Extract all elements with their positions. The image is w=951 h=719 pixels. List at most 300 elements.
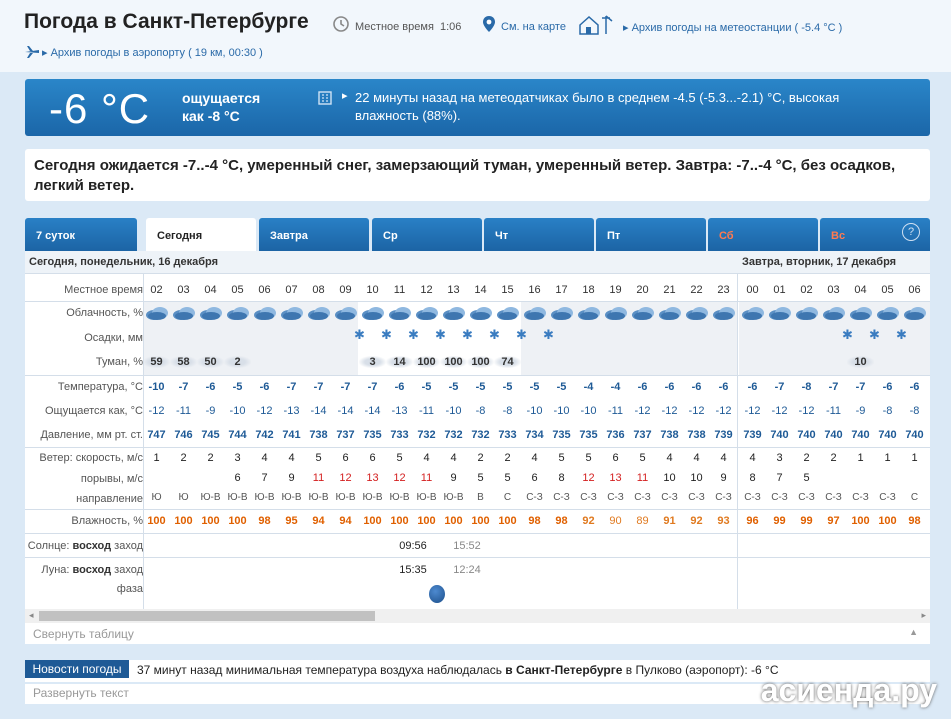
collapse-table-label: Свернуть таблицу (33, 627, 134, 641)
cloud-icon (305, 305, 332, 324)
cell-humidity: 100 (417, 515, 436, 527)
cell-direction: Ю-В (281, 492, 302, 503)
cell-temp: -10 (148, 381, 165, 393)
collapse-arrow-icon: ▲ (909, 627, 918, 637)
cell-feels: -8 (475, 405, 486, 417)
tab-3[interactable] (259, 218, 369, 251)
cloud-icon (467, 305, 494, 324)
cell-wind: 4 (450, 452, 457, 464)
cloud-icon (332, 305, 359, 324)
station-archive-text: Архив погоды на метеостанции ( -5.4 °C ) (631, 22, 843, 34)
tab-2[interactable] (146, 218, 256, 251)
cell-pressure: 738 (309, 429, 328, 441)
cell-humidity: 99 (773, 515, 786, 527)
row-label-precip: Осадки, мм (84, 331, 143, 344)
cell-hour: 03 (177, 284, 190, 296)
cell-feels: -8 (502, 405, 513, 417)
cell-direction: С-З (852, 492, 869, 503)
cell-gust: 9 (288, 472, 295, 484)
tab-label: Чт (495, 230, 509, 242)
weather-station-icon (578, 13, 620, 35)
cell-temp: -5 (475, 381, 486, 393)
cell-gust: 6 (234, 472, 241, 484)
cell-humidity: 95 (285, 515, 298, 527)
cloud-icon (739, 305, 766, 324)
row-label-temp: Температура, °C (57, 380, 143, 393)
current-temperature: -6 °C (49, 85, 151, 132)
cell-hour: 06 (258, 284, 271, 296)
row-label-sun-part: заход (114, 540, 143, 552)
cell-wind: 1 (884, 452, 891, 464)
cloud-icon (386, 305, 413, 324)
cloud-icon (820, 305, 847, 324)
cell-pressure: 746 (174, 429, 193, 441)
tab-label: Вс (831, 230, 846, 242)
cell-direction: С-З (688, 492, 705, 503)
cell-gust: 12 (393, 472, 406, 484)
clock-icon (333, 16, 349, 32)
tab-label: Ср (383, 230, 398, 242)
cell-temp: -5 (556, 381, 567, 393)
cell-hour: 20 (636, 284, 649, 296)
news-label[interactable]: Новости погоды (25, 660, 129, 678)
arrow-icon: ▸ (342, 90, 348, 102)
cell-humidity: 94 (312, 515, 325, 527)
row-label-moon-part: восход (72, 564, 115, 576)
cell-pressure: 736 (606, 429, 625, 441)
row-divider (25, 375, 930, 376)
cell-feels: -12 (634, 405, 651, 417)
cell-temp: -7 (340, 381, 351, 393)
local-time-label: Местное время (355, 21, 434, 33)
cell-temp: -6 (909, 381, 920, 393)
cell-hour: 02 (150, 284, 163, 296)
news-city[interactable]: в Санкт-Петербурге (505, 663, 623, 677)
cell-wind: 4 (288, 452, 295, 464)
cell-fog: 50 (197, 356, 224, 368)
row-label-moon-part: Луна: (41, 564, 73, 576)
cloud-icon (224, 305, 251, 324)
cell-humidity: 98 (908, 515, 921, 527)
cell-feels: -11 (825, 405, 842, 417)
cell-feels: -9 (205, 405, 216, 417)
cell-pressure: 739 (714, 429, 733, 441)
cell-direction: Ю-В (227, 492, 248, 503)
tab-4[interactable] (372, 218, 482, 251)
cell-wind: 2 (504, 452, 511, 464)
cell-wind: 4 (423, 452, 430, 464)
row-label-moon (25, 564, 143, 576)
current-conditions-bar (25, 79, 930, 136)
cell-wind: 4 (720, 452, 727, 464)
column-divider (737, 273, 738, 609)
scroll-right-icon[interactable]: ▸ (921, 610, 926, 620)
cell-wind: 2 (830, 452, 837, 464)
cell-temp: -5 (232, 381, 243, 393)
cell-wind: 6 (612, 452, 619, 464)
cell-direction: С-З (526, 492, 543, 503)
cloud-icon (251, 305, 278, 324)
station-archive-link[interactable]: ▸ Архив погоды на метеостанции ( -5.4 °C ) (623, 22, 843, 34)
cell-pressure: 732 (444, 429, 463, 441)
cell-hour: 07 (285, 284, 298, 296)
snowflake-icon: ✱ (869, 327, 880, 342)
sunset-time: 15:52 (453, 540, 481, 552)
cell-feels: -10 (553, 405, 570, 417)
row-label-clouds: Облачность, % (66, 307, 143, 319)
snowflake-icon: ✱ (489, 327, 500, 342)
cell-humidity: 100 (147, 515, 166, 527)
cell-fog: 14 (386, 356, 413, 368)
cell-temp: -7 (313, 381, 324, 393)
snowflake-icon: ✱ (408, 327, 419, 342)
cell-fog: 10 (847, 356, 874, 368)
cell-feels: -11 (607, 405, 624, 417)
cell-temp: -6 (259, 381, 270, 393)
row-label-phase-part: фаза (116, 583, 143, 595)
cell-temp: -5 (502, 381, 513, 393)
map-link[interactable]: См. на карте (501, 21, 566, 33)
cell-pressure: 737 (633, 429, 652, 441)
cell-wind: 2 (180, 452, 187, 464)
cell-feels: -12 (744, 405, 761, 417)
snowflake-icon: ✱ (516, 327, 527, 342)
row-label-humidity: Влажность, % (71, 514, 143, 527)
cloud-icon (548, 305, 575, 324)
cell-hour: 17 (555, 284, 568, 296)
cell-temp: -6 (882, 381, 893, 393)
cell-feels: -12 (798, 405, 815, 417)
cell-humidity: 99 (800, 515, 813, 527)
row-label-wind_speed: Ветер: скорость, м/с (39, 451, 143, 464)
expand-text-label: Развернуть текст (33, 686, 129, 700)
cell-pressure: 738 (660, 429, 679, 441)
row-divider (25, 533, 930, 534)
news-text (137, 663, 779, 677)
cloud-icon (278, 305, 305, 324)
cell-feels: -12 (661, 405, 678, 417)
cell-humidity: 92 (582, 515, 595, 527)
row-label-moon-part: заход (114, 564, 143, 576)
cell-temp: -7 (286, 381, 297, 393)
cell-direction: С-З (825, 492, 842, 503)
cell-pressure: 733 (390, 429, 409, 441)
tab-7[interactable] (708, 218, 818, 251)
cell-pressure: 733 (498, 429, 517, 441)
row-divider (25, 447, 930, 448)
cell-direction: Ю-В (254, 492, 275, 503)
cell-humidity: 98 (555, 515, 568, 527)
page-title: Погода в Санкт-Петербурге (24, 10, 309, 33)
cell-temp: -7 (855, 381, 866, 393)
cell-hour: 04 (854, 284, 867, 296)
cell-temp: -6 (205, 381, 216, 393)
row-label-sun-part: восход (72, 540, 115, 552)
cell-direction: Ю-В (200, 492, 221, 503)
cell-feels: -13 (391, 405, 408, 417)
cloud-icon (901, 305, 928, 324)
cell-gust: 11 (420, 472, 433, 484)
cell-wind: 4 (749, 452, 756, 464)
tab-label: 7 суток (36, 230, 76, 242)
row-divider (25, 557, 930, 558)
cell-temp: -6 (747, 381, 758, 393)
cell-pressure: 745 (201, 429, 220, 441)
cell-pressure: 732 (417, 429, 436, 441)
cell-humidity: 89 (636, 515, 649, 527)
cell-hour: 11 (393, 284, 406, 296)
cell-hour: 05 (881, 284, 894, 296)
row-label-pressure: Давление, мм рт. ст. (40, 428, 143, 441)
cell-humidity: 98 (258, 515, 271, 527)
cell-fog: 58 (170, 356, 197, 368)
cell-humidity: 100 (498, 515, 517, 527)
cell-hour: 10 (366, 284, 379, 296)
cloud-icon (766, 305, 793, 324)
row-divider (25, 509, 930, 510)
horizontal-scrollbar[interactable] (25, 609, 930, 623)
snowflake-icon: ✱ (896, 327, 907, 342)
cell-direction: С (910, 492, 919, 503)
cell-feels: -12 (688, 405, 705, 417)
cell-humidity: 100 (444, 515, 463, 527)
cell-temp: -6 (394, 381, 405, 393)
cell-direction: С-З (661, 492, 678, 503)
cell-direction: С-З (553, 492, 570, 503)
cell-wind: 5 (585, 452, 592, 464)
cell-temp: -5 (421, 381, 432, 393)
watermark: асиенда.ру (760, 672, 937, 708)
cloud-icon (143, 305, 170, 324)
cell-temp: -5 (529, 381, 540, 393)
cell-hour: 04 (204, 284, 217, 296)
moonrise-time: 15:35 (399, 564, 427, 576)
cell-wind: 1 (911, 452, 918, 464)
cell-wind: 4 (666, 452, 673, 464)
tab-5[interactable] (484, 218, 594, 251)
cell-direction: С-З (715, 492, 732, 503)
cell-feels: -8 (909, 405, 920, 417)
cloud-icon (413, 305, 440, 324)
snowflake-icon: ✱ (842, 327, 853, 342)
cell-feels: -8 (882, 405, 893, 417)
cell-wind: 5 (315, 452, 322, 464)
cell-direction: С-З (771, 492, 788, 503)
cloud-icon (521, 305, 548, 324)
cell-hour: 15 (501, 284, 514, 296)
cell-direction: С-З (634, 492, 651, 503)
cell-pressure: 738 (687, 429, 706, 441)
cloud-icon (874, 305, 901, 324)
forecast-tabs (25, 215, 930, 251)
cell-humidity: 100 (471, 515, 490, 527)
cell-direction: Ю-В (389, 492, 410, 503)
cell-hour: 12 (420, 284, 433, 296)
cloud-icon (656, 305, 683, 324)
cell-wind: 4 (261, 452, 268, 464)
cell-pressure: 740 (851, 429, 870, 441)
cell-temp: -7 (774, 381, 785, 393)
cell-pressure: 742 (255, 429, 274, 441)
collapse-table-link[interactable] (25, 626, 930, 644)
airport-archive-link[interactable]: ▸ Архив погоды в аэропорту ( 19 км, 00:30 ) (42, 47, 263, 59)
cloud-icon (440, 305, 467, 324)
cell-direction: В (477, 492, 484, 503)
cell-pressure: 739 (743, 429, 762, 441)
feels-like-value: как -8 °C (182, 108, 240, 124)
cell-direction: С (503, 492, 512, 503)
cell-gust: 8 (558, 472, 565, 484)
cell-feels: -13 (283, 405, 300, 417)
cell-pressure: 735 (552, 429, 571, 441)
news-text-end: в Пулково (аэропорт): -6 °C (622, 663, 779, 677)
cell-hour: 23 (717, 284, 730, 296)
tab-label: Сегодня (157, 230, 203, 242)
cell-direction: Ю-В (308, 492, 329, 503)
tab-6[interactable] (596, 218, 706, 251)
cloud-icon (359, 305, 386, 324)
cell-feels: -10 (229, 405, 246, 417)
row-label-feels: Ощущается как, °C (44, 404, 143, 417)
cell-hour: 13 (447, 284, 460, 296)
cell-gust: 13 (609, 472, 622, 484)
cell-feels: -14 (364, 405, 381, 417)
cell-wind: 3 (234, 452, 241, 464)
moon-phase-icon (429, 585, 445, 603)
cell-feels: -14 (337, 405, 354, 417)
cell-feels: -10 (580, 405, 597, 417)
cell-pressure: 740 (797, 429, 816, 441)
cloud-icon (170, 305, 197, 324)
cell-wind: 5 (639, 452, 646, 464)
cell-gust: 12 (339, 472, 352, 484)
cloud-icon (710, 305, 737, 324)
row-divider (25, 301, 930, 302)
row-divider (25, 273, 930, 274)
cell-temp: -4 (583, 381, 594, 393)
cloud-icon (602, 305, 629, 324)
row-label-time: Местное время (64, 284, 143, 296)
cell-temp: -8 (801, 381, 812, 393)
cell-wind: 6 (342, 452, 349, 464)
tab-label: Сб (719, 230, 734, 242)
cell-temp: -7 (178, 381, 189, 393)
cell-feels: -9 (855, 405, 866, 417)
sunrise-time: 09:56 (399, 540, 427, 552)
cell-humidity: 98 (528, 515, 541, 527)
cell-gust: 13 (366, 472, 379, 484)
header (0, 0, 951, 72)
cell-pressure: 740 (905, 429, 924, 441)
cell-temp: -6 (691, 381, 702, 393)
cell-wind: 5 (558, 452, 565, 464)
cell-direction: Ю-В (362, 492, 383, 503)
help-icon[interactable]: ? (902, 223, 920, 241)
feels-like (182, 89, 292, 125)
cell-gust: 12 (582, 472, 595, 484)
cell-feels: -12 (256, 405, 273, 417)
cell-feels: -10 (445, 405, 462, 417)
feels-like-label: ощущается (182, 90, 261, 106)
tab-1[interactable] (25, 218, 137, 251)
cell-wind: 2 (803, 452, 810, 464)
cell-hour: 06 (908, 284, 921, 296)
cell-gust: 8 (749, 472, 756, 484)
cell-fog: 100 (413, 356, 440, 368)
cell-fog: 100 (467, 356, 494, 368)
cell-humidity: 100 (878, 515, 897, 527)
cell-fog: 74 (494, 356, 521, 368)
cell-pressure: 737 (336, 429, 355, 441)
day-header-tomorrow: Завтра, вторник, 17 декабря (739, 251, 930, 273)
cell-gust: 7 (776, 472, 783, 484)
snowflake-icon: ✱ (462, 327, 473, 342)
cell-wind: 1 (857, 452, 864, 464)
cell-hour: 14 (474, 284, 487, 296)
cell-humidity: 96 (746, 515, 759, 527)
cell-direction: С-З (580, 492, 597, 503)
cell-feels: -12 (771, 405, 788, 417)
scroll-left-icon[interactable]: ◂ (29, 610, 34, 620)
cloud-icon (847, 305, 874, 324)
cell-wind: 2 (207, 452, 214, 464)
cell-wind: 3 (776, 452, 783, 464)
cell-hour: 21 (663, 284, 676, 296)
cell-pressure: 741 (282, 429, 301, 441)
snowflake-icon: ✱ (435, 327, 446, 342)
row-label-sun (25, 540, 143, 552)
cell-hour: 00 (746, 284, 759, 296)
sensor-reading: 22 минуты назад на метеодатчиках было в среднем -4.5 (-5.3...-2.1) °C, высокая влажность (88%). (355, 90, 840, 123)
day-header-today: Сегодня, понедельник, 16 декабря (25, 251, 741, 273)
snowflake-icon: ✱ (543, 327, 554, 342)
cell-direction: С-З (879, 492, 896, 503)
building-icon (317, 89, 333, 105)
cell-wind: 5 (396, 452, 403, 464)
cell-hour: 19 (609, 284, 622, 296)
cell-pressure: 740 (878, 429, 897, 441)
row-label-direction: направление (76, 492, 143, 505)
cloud-icon (683, 305, 710, 324)
forecast-table (25, 251, 930, 626)
cell-pressure: 740 (824, 429, 843, 441)
cell-pressure: 735 (363, 429, 382, 441)
cell-hour: 16 (528, 284, 541, 296)
cloud-icon (575, 305, 602, 324)
forecast-summary-text: Сегодня ожидается -7..-4 °C, умеренный снег, замерзающий туман, умеренный ветер. Завтра: -7..-4 °C, без осадков, легкий ветер. (34, 157, 896, 194)
cell-wind: 6 (369, 452, 376, 464)
cell-direction: Ю-В (416, 492, 437, 503)
cell-temp: -6 (637, 381, 648, 393)
cloud-icon (197, 305, 224, 324)
cell-wind: 2 (477, 452, 484, 464)
cell-direction: С-З (744, 492, 761, 503)
cell-hour: 18 (582, 284, 595, 296)
cell-fog: 2 (224, 356, 251, 368)
cell-hour: 09 (339, 284, 352, 296)
cloud-icon (494, 305, 521, 324)
cell-wind: 4 (693, 452, 700, 464)
scrollbar-thumb[interactable] (39, 611, 375, 621)
cell-temp: -7 (828, 381, 839, 393)
cell-gust: 10 (690, 472, 703, 484)
cell-hour: 05 (231, 284, 244, 296)
cell-fog: 3 (359, 356, 386, 368)
map-pin-icon (482, 15, 496, 33)
cell-gust: 5 (504, 472, 511, 484)
cell-direction: Ю (151, 492, 162, 503)
cloud-icon (629, 305, 656, 324)
